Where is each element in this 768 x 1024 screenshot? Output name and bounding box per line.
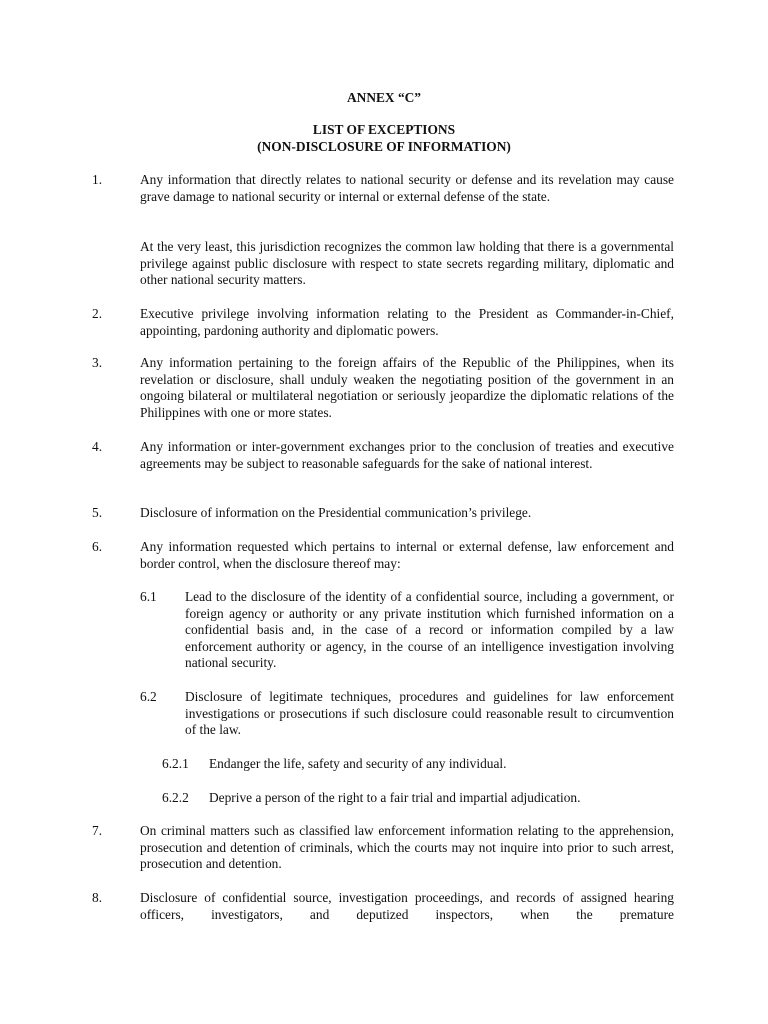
subitem-text: Deprive a person of the right to a fair trial and impartial adjudication.	[209, 790, 581, 805]
item-number: 4.	[92, 439, 103, 454]
annex-title: ANNEX “C”	[346, 90, 422, 105]
item-text: Any information that directly relates to national security or defense and its revelation may cause grave damage to national security or internal or external defense of the state.	[140, 172, 674, 204]
item-text: Any information pertaining to the foreign affairs of the Republic of the Philippines, when its revelation or disclosure, shall unduly weaken the negotiating position of the government in an ongoing bilateral or multilateral negotiation or seriously jeopardize the diplomatic relations of the Philippines with one or more states.	[140, 355, 674, 420]
item-number: 3.	[92, 355, 103, 370]
item-text: Disclosure of information on the Presidential communication’s privilege.	[140, 505, 532, 520]
item-number: 7.	[92, 823, 103, 838]
subitem-text: Disclosure of legitimate techniques, procedures and guidelines for law enforcement investigations or prosecutions if such disclosure could reasonable result to circumvention of the law.	[185, 689, 674, 738]
item-number: 8.	[92, 890, 103, 905]
subitem-text: Lead to the disclosure of the identity of a confidential source, including a government, or foreign agency or authority or any private institution which furnished information on a confidential basis and, in the case of a record or information compiled by a law enforcement authority or agency, in the course of an intelligence investigation involving national security.	[185, 589, 674, 671]
subitem-number: 6.1	[140, 589, 157, 604]
title-line-1: LIST OF EXCEPTIONS	[312, 122, 456, 137]
item-number: 1.	[92, 172, 103, 187]
item-extra-paragraph: At the very least, this jurisdiction recognizes the common law holding that there is a governmental privilege against public disclosure with respect to state secrets regarding military, diplomatic and other national security matters.	[140, 239, 674, 288]
subitem-text: Endanger the life, safety and security of any individual.	[209, 756, 507, 771]
subitem-number: 6.2.2	[162, 790, 189, 805]
subitem-number: 6.2	[140, 689, 157, 704]
subitem-number: 6.2.1	[162, 756, 189, 771]
item-text: Executive privilege involving information relating to the President as Commander-in-Chief, appointing, pardoning authority and diplomatic powers.	[140, 306, 674, 338]
item-text: On criminal matters such as classified law enforcement information relating to the apprehension, prosecution and detention of criminals, which the courts may not inquire into prior to such arrest, prosecution and detention.	[140, 823, 674, 872]
title-line-2: (NON-DISCLOSURE OF INFORMATION)	[257, 139, 511, 154]
item-text: Any information or inter-government exchanges prior to the conclusion of treaties and executive agreements may be subject to reasonable safeguards for the sake of national interest.	[140, 439, 674, 471]
item-number: 6.	[92, 539, 103, 554]
item-text: Disclosure of confidential source, investigation proceedings, and records of assigned hearing officers, investigators, and deputized inspectors, when the premature	[140, 890, 674, 922]
item-number: 5.	[92, 505, 103, 520]
item-text: Any information requested which pertains to internal or external defense, law enforcement and border control, when the disclosure thereof may:	[140, 539, 674, 571]
item-number: 2.	[92, 306, 103, 321]
